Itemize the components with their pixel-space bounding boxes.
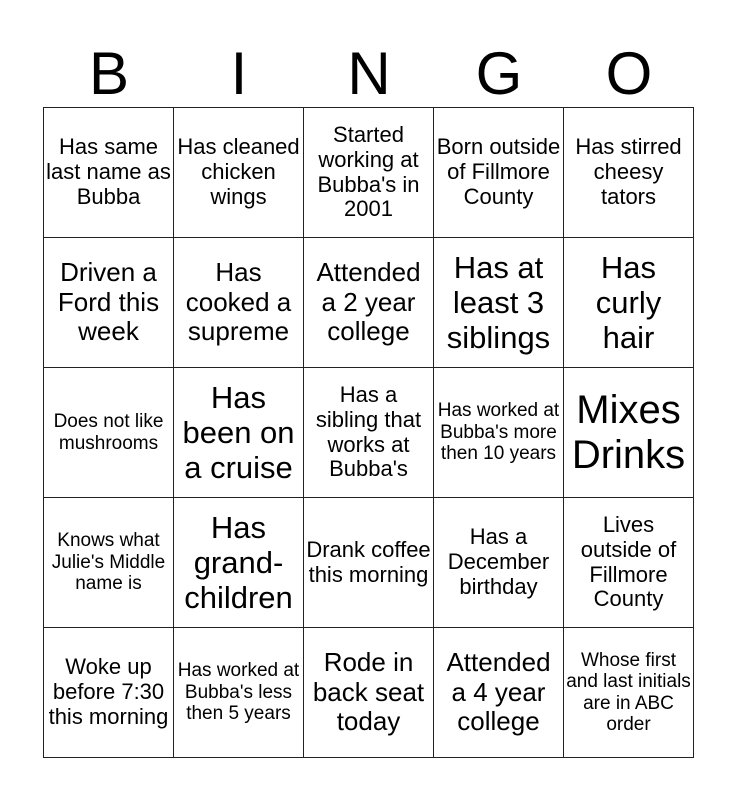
bingo-cell-r5c2[interactable]: Has worked at Bubba's less then 5 years [174,628,304,758]
bingo-cell-r4c2[interactable]: Has grand-children [174,498,304,628]
bingo-cell-r1c4[interactable]: Born outside of Fillmore County [434,108,564,238]
bingo-cell-r4c1[interactable]: Knows what Julie's Middle name is [44,498,174,628]
bingo-cell-r1c1[interactable]: Has same last name as Bubba [44,108,174,238]
bingo-cell-r4c4[interactable]: Has a December birthday [434,498,564,628]
bingo-cell-r1c2[interactable]: Has cleaned chicken wings [174,108,304,238]
header-letter-o: O [605,40,653,107]
bingo-cell-r2c1[interactable]: Driven a Ford this week [44,238,174,368]
header-letter-g: G [475,40,523,107]
bingo-cell-r3c3[interactable]: Has a sibling that works at Bubba's [304,368,434,498]
bingo-cell-r3c5[interactable]: Mixes Drinks [564,368,694,498]
bingo-cell-r3c2[interactable]: Has been on a cruise [174,368,304,498]
bingo-cell-r2c4[interactable]: Has at least 3 siblings [434,238,564,368]
bingo-cell-r5c4[interactable]: Attended a 4 year college [434,628,564,758]
header-letter-b: B [88,40,130,107]
bingo-cell-r5c3[interactable]: Rode in back seat today [304,628,434,758]
bingo-cell-r4c3[interactable]: Drank coffee this morning [304,498,434,628]
bingo-cell-r5c1[interactable]: Woke up before 7:30 this morning [44,628,174,758]
bingo-header [44,40,694,108]
bingo-cell-r2c5[interactable]: Has curly hair [564,238,694,368]
header-letter-n: N [347,40,391,107]
bingo-cell-r1c5[interactable]: Has stirred cheesy tators [564,108,694,238]
header-letter-i: I [230,40,248,107]
bingo-cell-r2c3[interactable]: Attended a 2 year college [304,238,434,368]
bingo-cell-r4c5[interactable]: Lives outside of Fillmore County [564,498,694,628]
bingo-cell-r2c2[interactable]: Has cooked a supreme [174,238,304,368]
bingo-cell-r5c5[interactable]: Whose first and last initials are in ABC order [564,628,694,758]
bingo-grid [43,107,694,758]
bingo-cell-r3c4[interactable]: Has worked at Bubba's more then 10 years [434,368,564,498]
bingo-cell-r3c1[interactable]: Does not like mushrooms [44,368,174,498]
bingo-cell-r1c3[interactable]: Started working at Bubba's in 2001 [304,108,434,238]
